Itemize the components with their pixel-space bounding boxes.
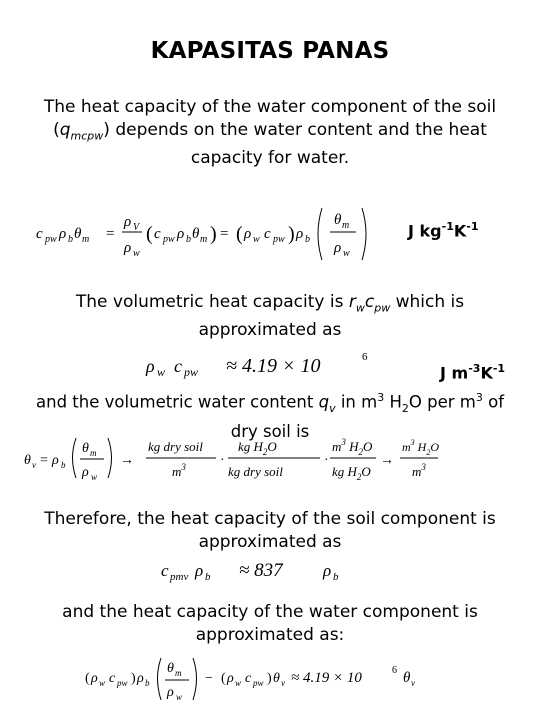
svg-text:→: → (120, 453, 134, 468)
soil-line-2: approximated as (198, 532, 342, 552)
svg-text:≈ 837: ≈ 837 (239, 560, 283, 581)
intro-line-3: capacity for water. (190, 148, 350, 169)
soil-paragraph (0, 508, 540, 554)
svg-text:≈ 4.19 × 10: ≈ 4.19 × 10 (291, 670, 362, 686)
svg-text:ρ: ρ (52, 453, 59, 468)
water-line-2: approximated as: (195, 625, 345, 645)
svg-text:m3: $m^3$ (172, 462, 186, 479)
svg-text:6: 6 (392, 665, 397, 676)
equation-soil-approx (155, 552, 375, 586)
svg-text:(: ( (85, 671, 90, 686)
water-paragraph (0, 601, 540, 647)
svg-text:=: = (106, 226, 115, 242)
svg-text:): ) (131, 671, 136, 686)
volumetric-paragraph (0, 291, 540, 342)
svg-text:): ) (267, 671, 272, 686)
svg-text:kg H2O: kg $H_2O$ (332, 464, 371, 482)
svg-text:c: c (264, 226, 271, 242)
svg-text:m: m (200, 234, 208, 245)
equation-volumetric-approx (140, 346, 380, 382)
page-title: KAPASITAS PANAS (150, 38, 390, 64)
unit-j-m3-k: J $m^{-3}K^{-1}$ (440, 362, 506, 383)
svg-text:kg H2O: kg $H_2O$ (238, 439, 277, 457)
svg-text:w: w (176, 692, 183, 702)
svg-text:θ: θ (74, 226, 82, 242)
svg-text:c: c (154, 226, 161, 242)
svg-text:(: ( (236, 223, 243, 245)
svg-text:b: b (305, 234, 310, 245)
svg-text:ρ: ρ (167, 685, 174, 700)
svg-text:ρ: ρ (195, 561, 204, 580)
svg-text:θ: θ (167, 661, 174, 676)
svg-text:pw: pw (163, 234, 175, 245)
svg-text:m: m (175, 668, 182, 678)
svg-text:): ) (210, 223, 217, 245)
svg-text:θ: θ (82, 441, 89, 456)
svg-text:=: = (220, 226, 229, 242)
svg-text:θ: θ (334, 212, 342, 228)
svg-text:c: c (36, 226, 43, 242)
svg-text:c: c (161, 561, 169, 580)
svg-text:b: b (145, 678, 150, 688)
svg-text:ρ: ρ (124, 240, 132, 256)
svg-text:c: c (174, 356, 182, 376)
volwater-line-1: and the volumetric water content $q_v$ in $m^3$ $H_2O$ per $m^3$ of (36, 391, 504, 415)
svg-text:b: b (61, 460, 66, 470)
svg-text:(: ( (221, 671, 226, 686)
svg-text:≈ 4.19 × 10: ≈ 4.19 × 10 (226, 355, 321, 377)
svg-text:ρ: ρ (323, 561, 332, 580)
intro-line-2: $(q_{mcpw})$ depends on the water content and the heat (53, 120, 487, 143)
svg-text:w: w (253, 234, 260, 245)
svg-text:b: b (333, 571, 339, 583)
svg-text:m3 H2O: $m^3$ $H_2O$ (402, 438, 440, 457)
svg-text:c: c (109, 671, 116, 686)
svg-text:ρ: ρ (244, 226, 252, 242)
svg-text:θ: θ (273, 671, 280, 686)
unit-j-kg-k: J $kg^{-1}K^{-1}$ (408, 220, 479, 241)
volumetric-line-2: approximated as (198, 320, 342, 341)
svg-text:ρ: ρ (137, 671, 144, 686)
svg-text:−: − (205, 671, 213, 686)
svg-text:6: 6 (362, 351, 368, 363)
equation-water-heat-capacity (32, 200, 402, 266)
soil-line-1: Therefore, the heat capacity of the soil component is (44, 509, 496, 529)
svg-text:c: c (245, 671, 252, 686)
equation-volumetric-water-content (20, 432, 440, 484)
svg-text:·: · (220, 453, 225, 468)
svg-text:v: v (32, 460, 36, 470)
svg-text:ρ: ρ (334, 240, 342, 256)
water-line-1: and the heat capacity of the water component is (62, 602, 478, 622)
svg-text:pw: pw (273, 234, 285, 245)
svg-text:w: w (235, 678, 242, 688)
svg-text:w: w (343, 248, 350, 259)
svg-text:ρ: ρ (296, 226, 304, 242)
volwater-line-2: dry soil is (230, 421, 310, 441)
volumetric-line-1: The volumetric heat capacity is $r_wc_{pw}$ which is (75, 292, 465, 315)
svg-text:ρ: ρ (177, 226, 185, 242)
svg-text:v: v (411, 678, 415, 688)
svg-text:pw: pw (117, 678, 128, 688)
svg-text:ρ: ρ (227, 671, 234, 686)
svg-text:ρ: ρ (59, 226, 67, 242)
svg-text:b: b (186, 234, 191, 245)
equation-water-approx (85, 652, 465, 704)
svg-text:w: w (157, 365, 166, 379)
svg-text:θ: θ (403, 670, 411, 686)
svg-text:ρ: ρ (124, 214, 132, 230)
svg-text:b: b (68, 234, 73, 245)
svg-text:m: m (82, 234, 90, 245)
svg-text:m3: $m^3$ (412, 462, 426, 479)
svg-text:m: m (342, 220, 350, 231)
svg-text:w: w (133, 248, 140, 259)
svg-text:V: V (133, 222, 140, 233)
svg-text:w: w (91, 472, 98, 482)
svg-text:v: v (281, 678, 285, 688)
svg-text:ρ: ρ (146, 356, 155, 376)
svg-text:kg dry soil: kg dry soil (228, 464, 283, 479)
svg-text:ρ: ρ (82, 465, 89, 480)
svg-text:m3 H2O: $m^3$ $H_2O$ (332, 437, 373, 457)
svg-text:w: w (99, 678, 106, 688)
svg-text:b: b (205, 571, 211, 583)
svg-text:ρ: ρ (91, 671, 98, 686)
svg-text:): ) (288, 223, 295, 245)
svg-text:m: m (90, 448, 97, 458)
svg-text:pw: pw (45, 234, 57, 245)
intro-line-1: The heat capacity of the water component of the soil (43, 97, 497, 117)
svg-text:θ: θ (24, 453, 31, 468)
svg-text:·: · (324, 453, 329, 468)
svg-text:θ: θ (192, 226, 200, 242)
svg-text:kg dry soil: kg dry soil (148, 439, 203, 454)
svg-text:(: ( (146, 223, 153, 245)
svg-text:pw: pw (253, 678, 264, 688)
svg-text:=: = (40, 453, 48, 468)
svg-text:→: → (380, 453, 394, 468)
intro-paragraph (0, 96, 540, 170)
svg-text:pmv: pmv (170, 571, 189, 583)
svg-text:pw: pw (184, 365, 199, 379)
